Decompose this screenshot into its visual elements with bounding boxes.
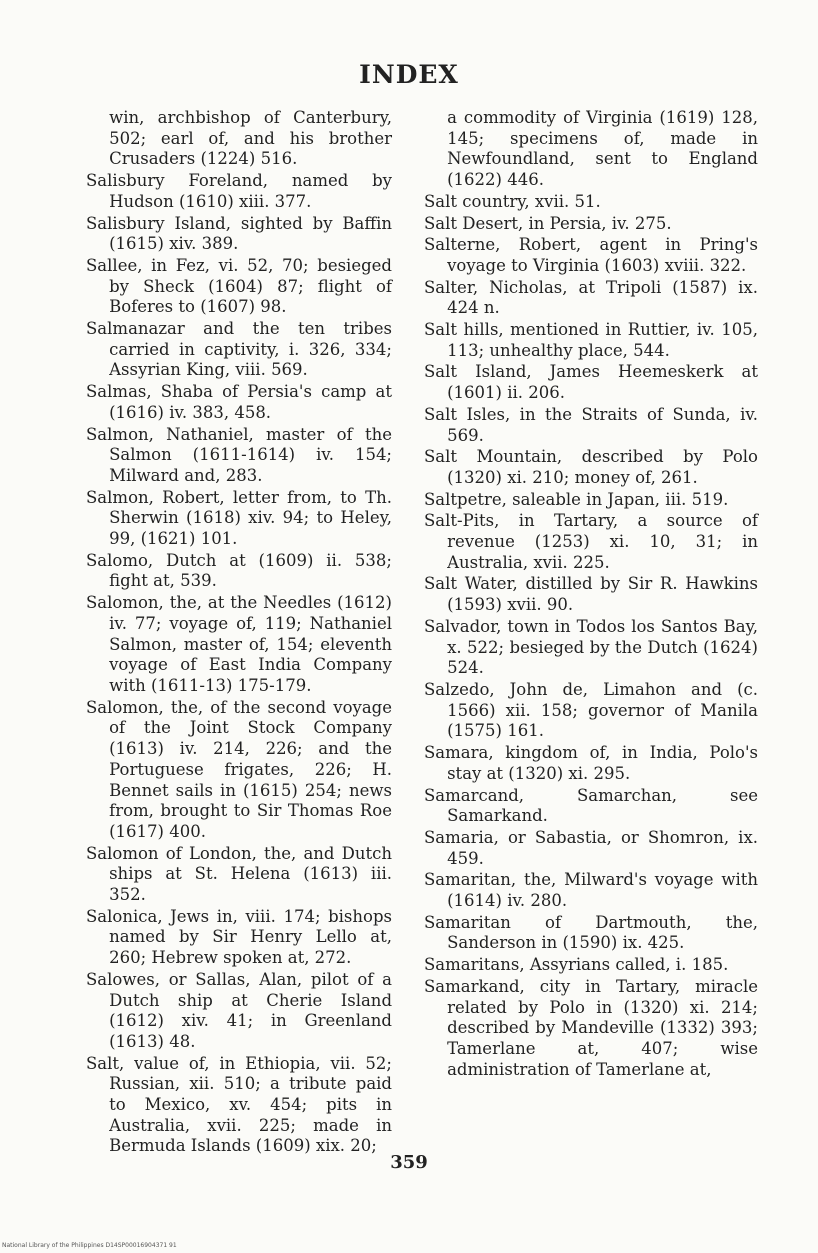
index-entry: Salvador, town in Todos los Santos Bay, x. 522; besieged by the Dutch (1624) 524. [424, 616, 758, 678]
index-entry: Salomo, Dutch at (1609) ii. 538; fight at, 539. [86, 550, 392, 591]
index-entry: Samaria, or Sabastia, or Shomron, ix. 459. [424, 827, 758, 868]
index-entry: Salt Island, James Heemeskerk at (1601) ii. 206. [424, 362, 758, 403]
index-column-right [424, 108, 758, 1081]
index-entry: Salonica, Jews in, viii. 174; bishops named by Sir Henry Lello at, 260; Hebrew spoken at, 272. [86, 906, 392, 968]
index-entry: Samaritan of Dartmouth, the, Sanderson in (1590) ix. 425. [424, 912, 758, 953]
index-entry: Salter, Nicholas, at Tripoli (1587) ix. 424 n. [424, 277, 758, 318]
index-entry: Salomon of London, the, and Dutch ships at St. Helena (1613) iii. 352. [86, 843, 392, 905]
page-title: INDEX [359, 60, 459, 89]
index-entry: Samarcand, Samarchan, see Samarkand. [424, 785, 758, 826]
index-entry: Salmon, Nathaniel, master of the Salmon (1611-1614) iv. 154; Milward and, 283. [86, 424, 392, 485]
index-entry: Salmanazar and the ten tribes carried in captivity, i. 326, 334; Assyrian King, viii. 569. [86, 319, 392, 380]
index-entry: Salt Water, distilled by Sir R. Hawkins (1593) xvii. 90. [424, 574, 758, 615]
index-entry: Salzedo, John de, Limahon and (c. 1566) xii. 158; governor of Manila (1575) 161. [424, 679, 758, 741]
index-entry: Salisbury Foreland, named by Hudson (1610) xiii. 377. [86, 171, 392, 211]
index-entry: win, archbishop of Canterbury, 502; earl of, and his brother Crusaders (1224) 516. [109, 108, 392, 169]
index-entry: Salmas, Shaba of Persia's camp at (1616) iv. 383, 458. [86, 382, 392, 422]
index-entry: Salowes, or Sallas, Alan, pilot of a Dutch ship at Cherie Island (1612) xiv. 41; in Greenland (1613) 48. [86, 969, 392, 1051]
index-entry: Salt hills, mentioned in Ruttier, iv. 105, 113; unhealthy place, 544. [424, 320, 758, 360]
index-entry: Salt-Pits, in Tartary, a source of revenue (1253) xi. 10, 31; in Australia, xvii. 225. [424, 511, 758, 572]
index-entry: a commodity of Virginia (1619) 128, 145; specimens of, made in Newfoundland, sent to England (1622) 446. [447, 108, 758, 190]
index-entry: Sallee, in Fez, vi. 52, 70; besieged by Sheck (1604) 87; flight of Boferes to (1607) 98. [86, 255, 392, 317]
index-entry: Saltpetre, saleable in Japan, iii. 519. [424, 489, 729, 509]
index-entry: Salmon, Robert, letter from, to Th. Sherwin (1618) xiv. 94; to Heley, 99, (1621) 101. [86, 487, 392, 549]
index-entry: Salt country, xvii. 51. [424, 191, 601, 211]
index-entry: Salt Mountain, described by Polo (1320) xi. 210; money of, 261. [424, 447, 758, 487]
index-entry: Samaritans, Assyrians called, i. 185. [424, 955, 729, 975]
index-entry: Salt, value of, in Ethiopia, vii. 52; Russian, xii. 510; a tribute paid to Mexico, xv. 454; pits in Australia, xvii. 225; made in Bermuda Islands (1609) xix. 20; [86, 1053, 392, 1156]
index-entry: Salterne, Robert, agent in Pring's voyage to Virginia (1603) xviii. 322. [424, 235, 758, 275]
index-entry: Salisbury Island, sighted by Baffin (1615) xiv. 389. [86, 213, 392, 254]
index-entry: Salomon, the, at the Needles (1612) iv. 77; voyage of, 119; Nathaniel Salmon, master of, 154; eleventh voyage of East India Company with (1611-13) 175-179. [86, 593, 392, 695]
index-entry: Salt Isles, in the Straits of Sunda, iv. 569. [424, 404, 758, 445]
index-entry: Salt Desert, in Persia, iv. 275. [424, 213, 672, 233]
index-entry: Samaritan, the, Milward's voyage with (1614) iv. 280. [424, 870, 758, 911]
index-column-left [86, 108, 392, 1158]
index-entry: Salomon, the, of the second voyage of the Joint Stock Company (1613) iv. 214, 226; and the Portuguese frigates, 226; H. Bennet sails in (1615) 254; news from, brought to Sir Thomas Roe (1617) 400. [86, 697, 392, 841]
page-number: 359 [390, 1152, 428, 1173]
library-footer-note: National Library of the Philippines D14SP00016904371 91 [2, 1242, 177, 1249]
index-entry: Samara, kingdom of, in India, Polo's stay at (1320) xi. 295. [424, 743, 758, 783]
index-entry: Samarkand, city in Tartary, miracle related by Polo in (1320) xi. 214; described by Mandeville (1332) 393; Tamerlane at, 407; wise administration of Tamerlane at, [424, 976, 758, 1079]
